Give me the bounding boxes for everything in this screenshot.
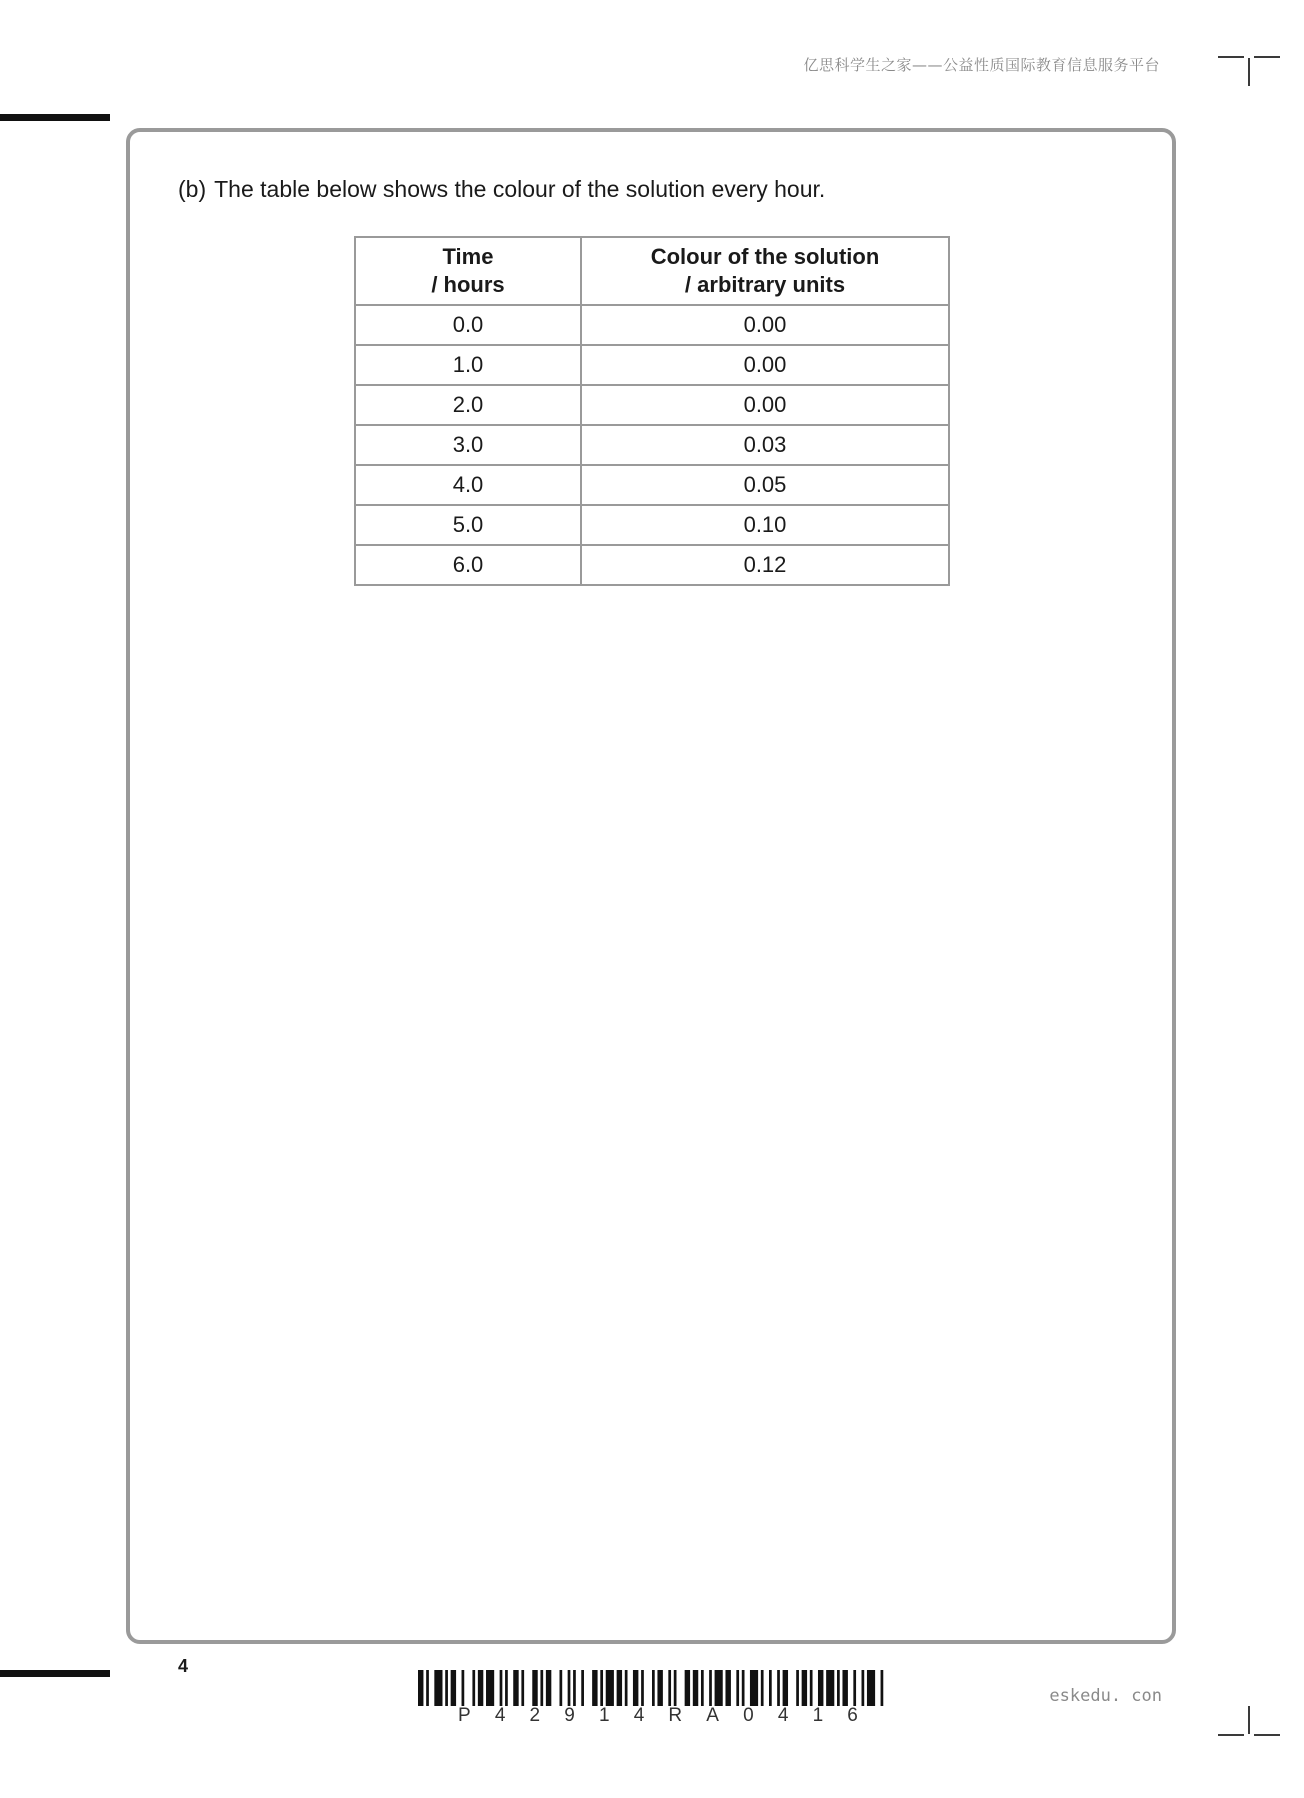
barcode-char: R [668, 1705, 683, 1726]
cell-colour: 0.00 [581, 345, 949, 385]
table-row [355, 505, 949, 545]
barcode-bar [546, 1670, 551, 1706]
data-table [354, 236, 950, 586]
crop-mark-top-horizontal [1218, 56, 1244, 58]
barcode-bar [505, 1670, 508, 1706]
barcode-char: 9 [564, 1705, 575, 1726]
crop-mark-top-horizontal-2 [1254, 56, 1280, 58]
cell-colour: 0.00 [581, 305, 949, 345]
cell-colour: 0.05 [581, 465, 949, 505]
page-number: 4 [178, 1656, 189, 1676]
cell-time: 0.0 [355, 305, 581, 345]
question-text [178, 176, 825, 203]
barcode-bar [600, 1670, 603, 1706]
cell-colour: 0.03 [581, 425, 949, 465]
barcode-bar [513, 1670, 518, 1706]
barcode-bar [777, 1670, 780, 1706]
barcode-bar [573, 1670, 576, 1706]
barcode-bar [810, 1670, 813, 1706]
barcode-bar [837, 1670, 840, 1706]
left-margin-bar-top [0, 114, 110, 121]
cell-colour: 0.12 [581, 545, 949, 585]
barcode-bar [606, 1670, 614, 1706]
barcode-bar [761, 1670, 764, 1706]
header-colour-line2: / arbitrary units [684, 272, 846, 297]
barcode-icon [418, 1670, 886, 1706]
crop-mark-bottom-horizontal [1218, 1734, 1244, 1736]
barcode-bar [796, 1670, 799, 1706]
barcode-bar [802, 1670, 807, 1706]
barcode-bar [633, 1670, 638, 1706]
barcode-bar [709, 1670, 712, 1706]
barcode-bar [750, 1670, 758, 1706]
barcode-bar [701, 1670, 704, 1706]
header-colour-line1: Colour of the solution [650, 244, 880, 269]
barcode-bar [581, 1670, 584, 1706]
barcode-bar [462, 1670, 465, 1706]
barcode-bar [478, 1670, 483, 1706]
barcode-bar [568, 1670, 571, 1706]
barcode-bar [742, 1670, 745, 1706]
footer-site-text: eskedu. con [1049, 1686, 1162, 1706]
barcode-bar [826, 1670, 834, 1706]
table-row [355, 545, 949, 585]
cell-time: 2.0 [355, 385, 581, 425]
header-time [355, 237, 581, 305]
barcode-bar [674, 1670, 677, 1706]
barcode-bar [853, 1670, 856, 1706]
barcode-bar [685, 1670, 690, 1706]
barcode-bar [862, 1670, 865, 1706]
crop-mark-bottom-horizontal-2 [1254, 1734, 1280, 1736]
barcode-char: 0 [743, 1705, 754, 1726]
cell-colour: 0.10 [581, 505, 949, 545]
barcode-bar [736, 1670, 739, 1706]
barcode-char: 6 [847, 1705, 858, 1726]
barcode-char: 1 [812, 1705, 824, 1726]
barcode-char: P [458, 1705, 471, 1726]
cell-time: 1.0 [355, 345, 581, 385]
header-colour [581, 237, 949, 305]
cell-time: 6.0 [355, 545, 581, 585]
barcode-bar [592, 1670, 597, 1706]
barcode-bar [715, 1670, 723, 1706]
question-body: The table below shows the colour of the solution every hour. [214, 176, 826, 202]
header-time-line2: / hours [431, 272, 505, 297]
cell-time: 5.0 [355, 505, 581, 545]
barcode-bar [641, 1670, 644, 1706]
barcode-bar [783, 1670, 788, 1706]
table-row [355, 425, 949, 465]
header-site-text: 亿思科学生之家——公益性质国际教育信息服务平台 [803, 56, 1160, 74]
table-row [355, 345, 949, 385]
barcode-bar [445, 1670, 448, 1706]
barcode-bar [617, 1670, 622, 1706]
barcode-bar [472, 1670, 475, 1706]
barcode-char: 1 [598, 1705, 610, 1726]
barcode-bar [867, 1670, 875, 1706]
barcode-char: 4 [494, 1705, 506, 1726]
question-part-label: (b) [178, 176, 207, 202]
barcode-bar [818, 1670, 823, 1706]
barcode-bar [769, 1670, 772, 1706]
barcode-bar [842, 1670, 847, 1706]
barcode-bar [521, 1670, 524, 1706]
barcode-bar [532, 1670, 537, 1706]
table-row [355, 385, 949, 425]
table-row [355, 465, 949, 505]
barcode-char: 2 [529, 1705, 541, 1726]
table-header-row [355, 237, 949, 305]
barcode-bar [451, 1670, 456, 1706]
barcode-bar [540, 1670, 543, 1706]
barcode-bar [434, 1670, 442, 1706]
left-margin-bar-bottom [0, 1670, 110, 1677]
barcode-bar [500, 1670, 503, 1706]
barcode-bar [725, 1670, 730, 1706]
cell-time: 4.0 [355, 465, 581, 505]
barcode-char: A [706, 1705, 719, 1726]
cell-time: 3.0 [355, 425, 581, 465]
barcode-bar [625, 1670, 628, 1706]
barcode-text [458, 1705, 858, 1727]
table-row [355, 305, 949, 345]
barcode-bar [657, 1670, 662, 1706]
header-time-line1: Time [442, 244, 494, 269]
crop-mark-top-vertical [1248, 58, 1250, 86]
barcode-bar [559, 1670, 562, 1706]
barcode-bar [668, 1670, 671, 1706]
cell-colour: 0.00 [581, 385, 949, 425]
barcode-bar [652, 1670, 655, 1706]
barcode-bar [418, 1670, 423, 1706]
barcode-char: 4 [777, 1705, 789, 1726]
barcode-char: 4 [633, 1705, 645, 1726]
barcode-bar [693, 1670, 698, 1706]
barcode-bar [486, 1670, 494, 1706]
barcode-bar [426, 1670, 429, 1706]
crop-mark-bottom-vertical [1248, 1706, 1250, 1734]
barcode-bar [881, 1670, 884, 1706]
